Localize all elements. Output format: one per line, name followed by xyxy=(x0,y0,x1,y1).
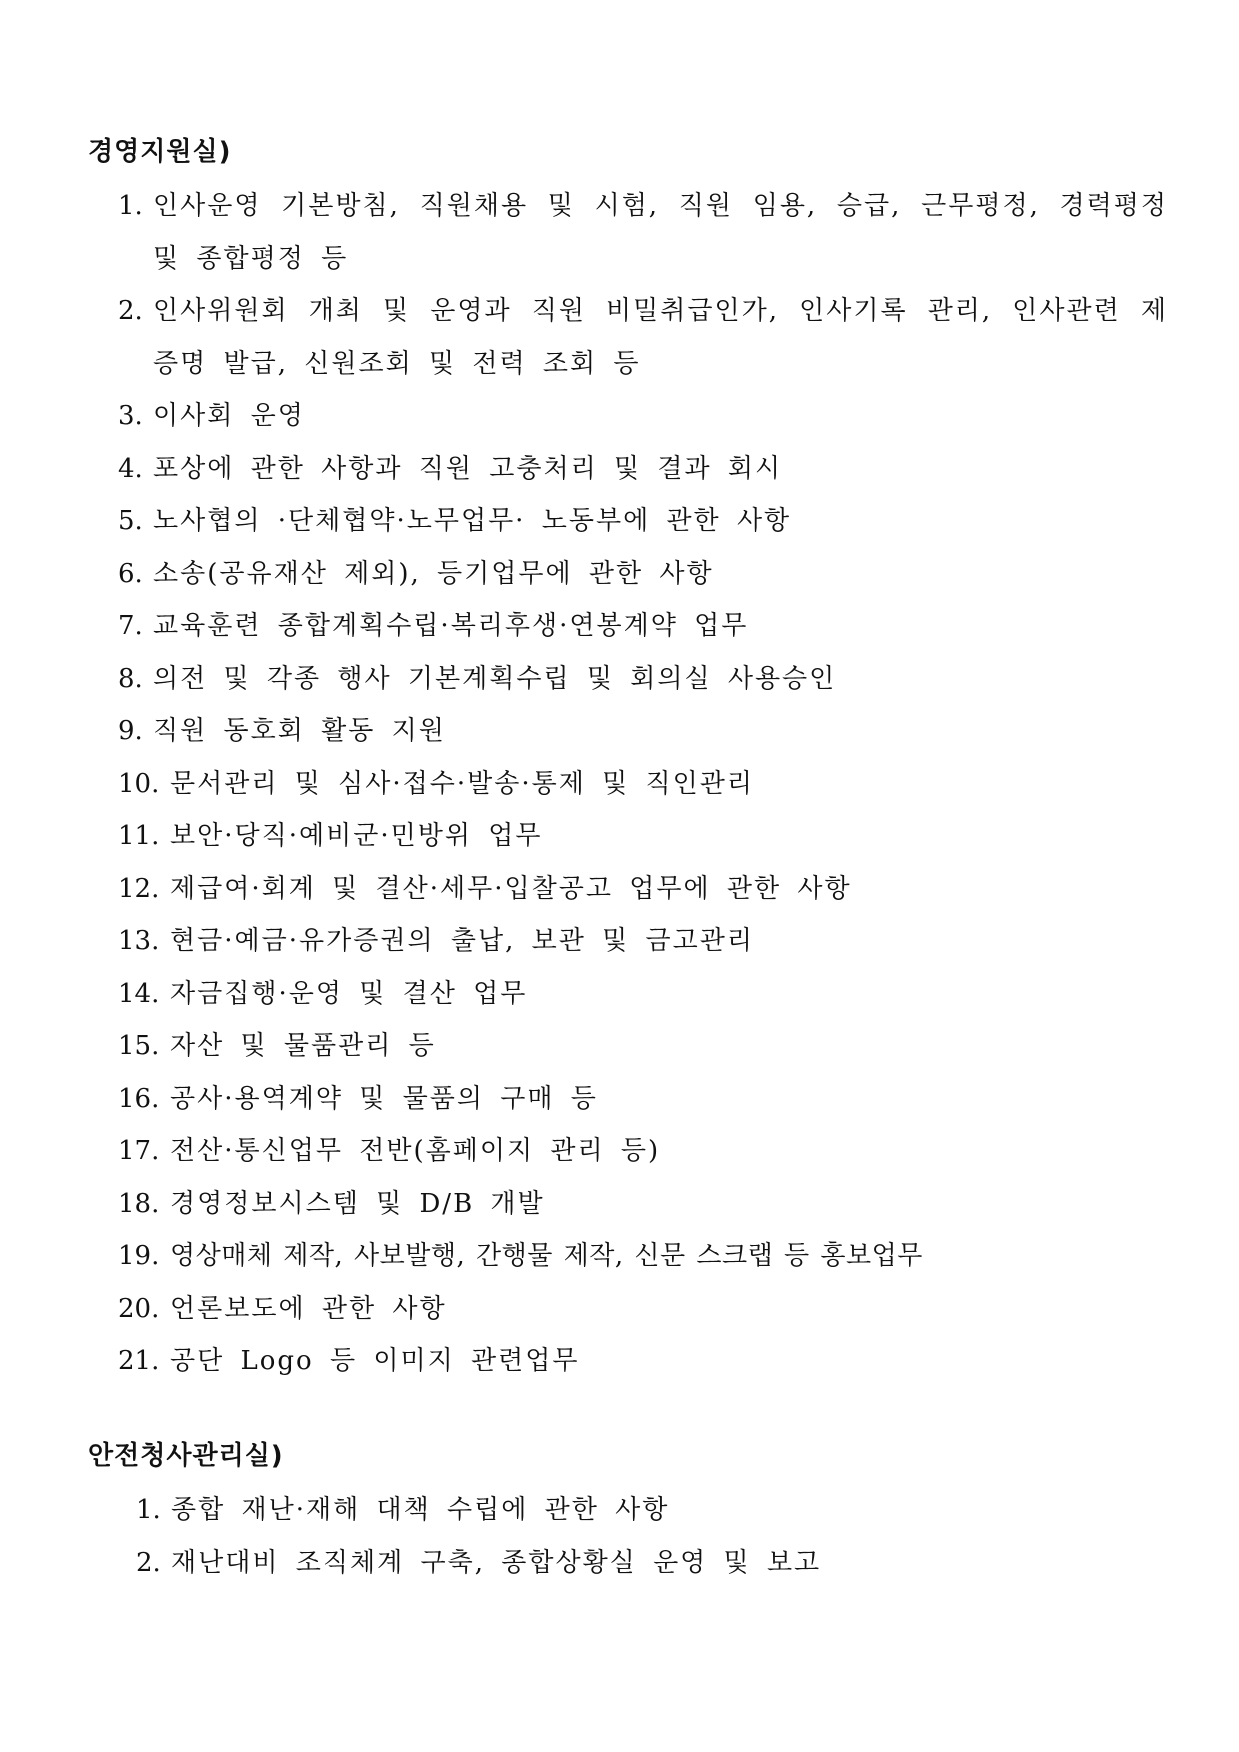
item-number: 14. xyxy=(118,978,160,1009)
item-text: 전산·통신업무 전반(홈페이지 관리 등) xyxy=(170,1136,661,1166)
item-text: 문서관리 및 심사·접수·발송·통제 및 직인관리 xyxy=(170,768,754,799)
item-number: 21. xyxy=(118,1346,160,1376)
list-item xyxy=(88,495,1168,548)
item-number: 18. xyxy=(118,1188,160,1219)
section-safety-building-management xyxy=(88,1436,1168,1589)
item-text: 종합 재난·재해 대책 수립에 관한 사항 xyxy=(171,1495,670,1525)
item-number: 19. xyxy=(118,1241,160,1271)
section-title: 경영지원실) xyxy=(88,137,232,167)
list-item xyxy=(88,758,1168,811)
item-number: 11. xyxy=(118,821,160,851)
item-text: 재난대비 조직체계 구축, 종합상황실 운영 및 보고 xyxy=(171,1547,822,1578)
list-item xyxy=(88,1335,1168,1388)
item-text: 소송(공유재산 제외), 등기업무에 관한 사항 xyxy=(153,558,714,589)
list-item xyxy=(88,1073,1168,1126)
list-item xyxy=(88,600,1168,653)
item-number: 6. xyxy=(118,558,143,589)
item-text: 인사위원회 개최 및 운영과 직원 비밀취급인가, 인사기록 관리, 인사관련 제 증명 발급, 신원조회 및 전력 조회 등 xyxy=(153,296,1168,379)
item-number: 2. xyxy=(118,296,143,326)
item-text: 직원 동호회 활동 지원 xyxy=(153,716,446,746)
item-number: 15. xyxy=(118,1031,160,1061)
item-number: 8. xyxy=(118,663,143,694)
list-item xyxy=(88,915,1168,968)
item-number: 2. xyxy=(136,1547,161,1578)
item-number: 7. xyxy=(118,611,143,641)
item-number: 5. xyxy=(118,506,143,536)
item-number: 1. xyxy=(118,191,143,221)
item-text: 인사운영 기본방침, 직원채용 및 시험, 직원 임용, 승급, 근무평정, 경력평정 및 종합평정 등 xyxy=(153,191,1168,274)
list-item xyxy=(88,863,1168,916)
list-item xyxy=(88,390,1168,443)
list-item xyxy=(88,1537,1168,1590)
item-text: 제급여·회계 및 결산·세무·입찰공고 업무에 관한 사항 xyxy=(170,873,852,904)
item-number: 20. xyxy=(118,1293,160,1324)
item-text: 자금집행·운영 및 결산 업무 xyxy=(170,978,528,1009)
list-item xyxy=(88,1484,1168,1537)
item-text: 경영정보시스템 및 D/B 개발 xyxy=(170,1188,545,1219)
list-item xyxy=(88,653,1168,706)
list-item xyxy=(88,1178,1168,1231)
item-number: 17. xyxy=(118,1136,160,1166)
list-item xyxy=(88,548,1168,601)
list-item xyxy=(88,180,1168,285)
section-title: 안전청사관리실) xyxy=(88,1441,284,1471)
list-item xyxy=(88,1283,1168,1336)
item-number: 16. xyxy=(118,1083,160,1114)
item-number: 9. xyxy=(118,716,143,746)
item-text: 이사회 운영 xyxy=(153,401,305,431)
item-number: 13. xyxy=(118,926,160,956)
item-text: 노사협의 ·단체협약·노무업무· 노동부에 관한 사항 xyxy=(153,506,792,536)
item-text: 공단 Logo 등 이미지 관련업무 xyxy=(170,1346,580,1376)
item-text: 포상에 관한 사항과 직원 고충처리 및 결과 회시 xyxy=(153,453,783,484)
item-text: 현금·예금·유가증권의 출납, 보관 및 금고관리 xyxy=(170,926,754,956)
item-number: 12. xyxy=(118,873,160,904)
item-text: 공사·용역계약 및 물품의 구매 등 xyxy=(170,1083,598,1114)
item-text: 교육훈련 종합계획수립·복리후생·연봉계약 업무 xyxy=(153,611,749,641)
item-number: 4. xyxy=(118,453,143,484)
item-text: 언론보도에 관한 사항 xyxy=(170,1293,447,1324)
duty-list xyxy=(88,180,1168,1388)
list-item xyxy=(88,968,1168,1021)
item-text: 자산 및 물품관리 등 xyxy=(170,1031,436,1061)
section-management-support xyxy=(88,132,1168,1388)
list-item xyxy=(88,810,1168,863)
list-item xyxy=(88,285,1168,390)
item-number: 1. xyxy=(136,1495,161,1525)
item-text: 보안·당직·예비군·민방위 업무 xyxy=(170,821,543,851)
item-number: 10. xyxy=(118,768,160,799)
item-text: 의전 및 각종 행사 기본계획수립 및 회의실 사용승인 xyxy=(153,663,837,694)
list-item xyxy=(88,1125,1168,1178)
list-item xyxy=(88,1230,1168,1283)
list-item xyxy=(88,1020,1168,1073)
item-number: 3. xyxy=(118,401,143,431)
item-text: 영상매체 제작, 사보발행, 간행물 제작, 신문 스크랩 등 홍보업무 xyxy=(170,1241,923,1271)
list-item xyxy=(88,443,1168,496)
list-item xyxy=(88,705,1168,758)
duty-list xyxy=(88,1484,1168,1589)
